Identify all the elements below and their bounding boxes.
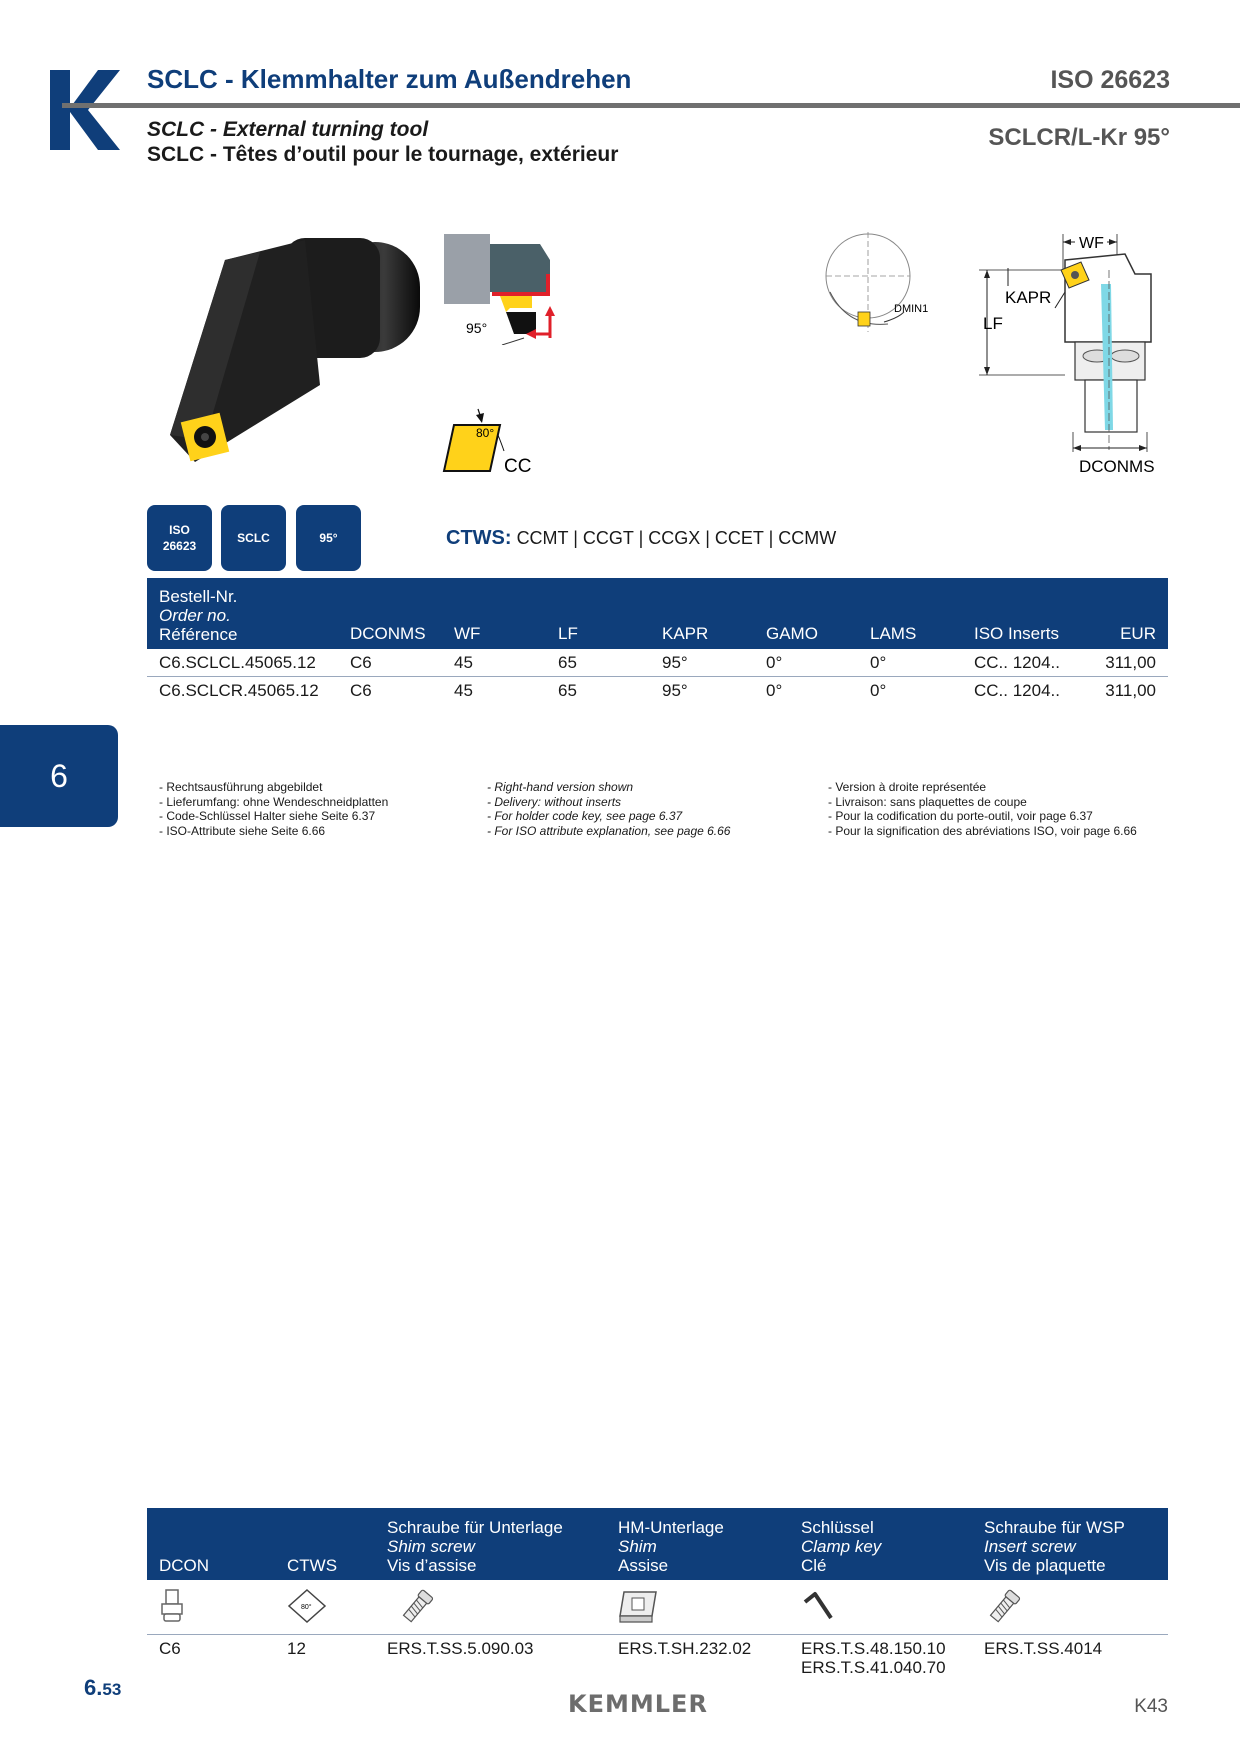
kemmler-logo-icon: [50, 70, 120, 150]
cell-ctws: 12: [287, 1639, 306, 1658]
cell-order: C6.SCLCL.45065.12: [159, 653, 316, 672]
angle-label: 95°: [466, 320, 488, 336]
header-dcon: DCON: [159, 1556, 210, 1575]
cell-dcon: C6: [159, 1639, 181, 1658]
dimension-drawing: [975, 230, 1180, 482]
header-kapr: KAPR: [662, 624, 709, 643]
cell-inserts: CC.. 1204..: [974, 653, 1060, 672]
page-title-en: SCLC - External turning tool: [147, 118, 429, 141]
cell-eur: 311,00: [1105, 681, 1156, 700]
cell-shim: ERS.T.SH.232.02: [618, 1639, 752, 1658]
cell-gamo: 0°: [766, 681, 783, 700]
cell-kapr: 95°: [662, 681, 688, 700]
ctws-values: CCMT | CCGT | CCGX | CCET | CCMW: [516, 528, 837, 548]
dmin-schematic: [818, 232, 938, 337]
badge-iso: ISO 26623: [147, 505, 212, 571]
cell-order: C6.SCLCR.45065.12: [159, 681, 319, 700]
cell-kapr: 95°: [662, 653, 688, 672]
header-gamo: GAMO: [766, 624, 818, 643]
shim-screw-icon: [397, 1588, 437, 1626]
page-title-de: SCLC - Klemmhalter zum Außendrehen: [147, 64, 632, 94]
chapter-tab[interactable]: 6: [0, 725, 118, 827]
header-inserts: ISO Inserts: [974, 624, 1060, 643]
cell-wf: 45: [454, 681, 473, 700]
header-dconms: DCONMS: [350, 624, 426, 643]
catalog-code: K43: [1134, 1696, 1168, 1717]
cell-wf: 45: [454, 653, 473, 672]
table-row: [147, 677, 1168, 704]
tool-designation: SCLCR/L-Kr 95°: [988, 124, 1170, 151]
cell-key: ERS.T.S.48.150.10 ERS.T.S.41.040.70: [801, 1639, 946, 1677]
brand-wordmark: KEMMLER: [568, 1690, 708, 1718]
side-view-schematic: [440, 230, 570, 345]
header-shim-screw: Schraube für Unterlage Shim screw Vis d’assise: [387, 1518, 563, 1575]
notes-de: - Rechtsausführung abgebildet - Lieferumfang: ohne Wendeschneidplatten - Code-Schlüssel Halter siehe Seite 6.37 - ISO-Attribute siehe Seite 6.66: [159, 780, 389, 838]
insert-screw-icon: [984, 1588, 1024, 1626]
header-order: Bestell-Nr. Order no. Référence: [159, 587, 238, 644]
insert-shape-icon: [440, 405, 540, 475]
insert-angle-label: 80°: [476, 426, 495, 440]
page-number: 6.53: [84, 1675, 122, 1700]
cell-eur: 311,00: [1105, 653, 1156, 672]
header-wf: WF: [454, 624, 481, 643]
ctws-label: CTWS:: [446, 527, 512, 549]
cell-lf: 65: [558, 653, 577, 672]
page-title-fr: SCLC - Têtes d’outil pour le tournage, extérieur: [147, 143, 619, 166]
cell-gamo: 0°: [766, 653, 783, 672]
dim-wf: WF: [1079, 235, 1104, 252]
holder-interface-icon: [159, 1588, 185, 1624]
header-eur: EUR: [1120, 624, 1156, 643]
header-ctws: CTWS: [287, 1556, 338, 1575]
accessories-table: [147, 1508, 1168, 1681]
dmin-label: DMIN1: [894, 303, 929, 315]
cell-lams: 0°: [870, 681, 887, 700]
badge-holder-type: SCLC: [221, 505, 286, 571]
table-row: [147, 1635, 1168, 1681]
iso-standard: ISO 26623: [1050, 66, 1170, 94]
cell-lf: 65: [558, 681, 577, 700]
table-row: [147, 649, 1168, 677]
header-shim: HM-Unterlage Shim Assise: [618, 1518, 724, 1575]
badge-angle: 95°: [296, 505, 361, 571]
dim-dconms: DCONMS: [1079, 457, 1155, 476]
insert-shape-icon: [287, 1588, 327, 1624]
notes-en: - Right-hand version shown - Delivery: without inserts - For holder code key, see page 6.37 - For ISO attribute explanation, see page 6.66: [487, 780, 731, 838]
cell-dconms: C6: [350, 653, 372, 672]
insert-shape-label: CC: [504, 456, 532, 475]
notes-fr: - Version à droite représentée - Livraison: sans plaquettes de coupe - Pour la codification du porte-outil, voir page 6.37 - Pour la signification des abréviations ISO, voir page 6.66: [828, 780, 1137, 838]
order-table-header: [147, 578, 1168, 649]
dim-kapr: KAPR: [1005, 288, 1052, 307]
dim-lf: LF: [983, 314, 1003, 333]
order-table: [147, 578, 1168, 704]
cell-shim-screw: ERS.T.SS.5.090.03: [387, 1639, 534, 1658]
shim-icon: [618, 1588, 660, 1626]
ctws-line: [446, 527, 836, 550]
header-rule: [62, 103, 1240, 108]
cell-insert-screw: ERS.T.SS.4014: [984, 1639, 1103, 1658]
accessories-header: [147, 1508, 1168, 1580]
svg-text:80°: 80°: [301, 1604, 312, 1611]
header-lf: LF: [558, 624, 578, 643]
header-lams: LAMS: [870, 624, 917, 643]
cell-inserts: CC.. 1204..: [974, 681, 1060, 700]
accessories-icon-row: [147, 1580, 1168, 1635]
header-key: Schlüssel Clamp key Clé: [801, 1518, 882, 1575]
header-insert-screw: Schraube für WSP Insert screw Vis de plaquette: [984, 1518, 1125, 1575]
cell-dconms: C6: [350, 681, 372, 700]
cell-lams: 0°: [870, 653, 887, 672]
clamp-key-icon: [801, 1588, 835, 1626]
tool-holder-image: [165, 230, 430, 480]
